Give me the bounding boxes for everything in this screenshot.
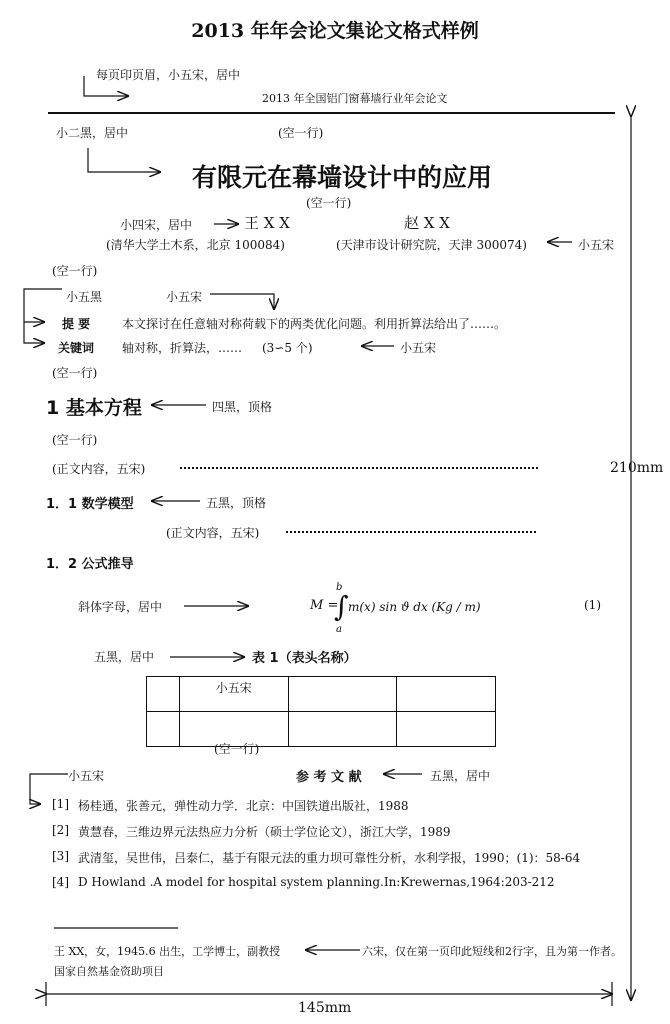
ref-font-note: 小五宋 xyxy=(68,769,105,783)
reference-text: 杨桂通，张善元，弹性动力学．北京：中国铁道出版社，1988 xyxy=(78,799,409,813)
table-title: 表 1（表头名称） xyxy=(252,651,357,666)
sample-table xyxy=(146,676,496,747)
keywords-font-note: 小五宋 xyxy=(400,341,437,355)
page-title: 2013 年年会论文集论文格式样例 xyxy=(191,20,479,42)
keywords-text: 轴对称，折算法，…… xyxy=(122,341,243,355)
ref-title-font-note: 五黑，居中 xyxy=(430,769,491,783)
reference-number: [4] xyxy=(52,875,69,889)
blank-line-note: (空一行) xyxy=(52,433,98,447)
heading-1: 1 基本方程 xyxy=(46,397,142,419)
abstract-label-font-note: 小五黑 xyxy=(66,290,103,304)
blank-line-note: (空一行) xyxy=(52,366,98,380)
references-title: 参 考 文 献 xyxy=(296,770,362,785)
body-dots xyxy=(180,467,538,469)
h1-font-note: 四黑，顶格 xyxy=(212,400,273,414)
author-2: 赵 X X xyxy=(404,214,450,232)
formula-number: (1) xyxy=(584,598,601,612)
table-cell xyxy=(288,677,397,712)
footnote-note: 六宋，仅在第一页印此短线和2行字，且为第一作者。 xyxy=(362,945,622,958)
table-cell xyxy=(397,677,496,712)
title-font-note: 小二黑，居中 xyxy=(56,126,129,140)
blank-line-note: (空一行) xyxy=(214,742,260,756)
body-note: (正文内容，五宋) xyxy=(52,462,146,476)
table-cell xyxy=(288,712,397,747)
blank-line-note: (空一行) xyxy=(52,264,98,278)
heading-2-2: 1．2 公式推导 xyxy=(46,557,134,572)
table-cell: 小五宋 xyxy=(179,677,288,712)
abstract-label: 提 要 xyxy=(62,317,91,331)
paper-title: 有限元在幕墙设计中的应用 xyxy=(192,163,493,192)
affiliation-2: (天津市设计研究院，天津 300074) xyxy=(336,238,527,252)
affiliation-1: (清华大学土木系，北京 100084) xyxy=(106,238,285,252)
body-note: (正文内容，五宋) xyxy=(166,526,260,540)
author-font-note: 小四宋，居中 xyxy=(120,218,193,232)
heading-2-1: 1．1 数学模型 xyxy=(46,497,134,512)
footnote-author: 王 XX，女，1945.6 出生，工学博士，副教授 xyxy=(54,945,281,958)
h2-font-note: 五黑，顶格 xyxy=(206,496,267,510)
affiliation-font-note: 小五宋 xyxy=(578,238,615,252)
abstract-text: 本文探讨在任意轴对称荷载下的两类优化问题。利用折算法给出了……。 xyxy=(122,317,507,331)
keywords-label: 关键词 xyxy=(58,341,95,355)
blank-line-note: (空一行) xyxy=(278,126,324,140)
running-header: 2013 年全国铝门窗幕墙行业年会论文 xyxy=(262,92,448,105)
header-note: 每页印页眉，小五宋，居中 xyxy=(96,68,241,82)
reference-text: 黄慧春，三维边界元法热应力分析（硕士学位论文），浙江大学，1989 xyxy=(78,825,451,839)
reference-number: [2] xyxy=(52,823,69,837)
abstract-text-font-note: 小五宋 xyxy=(166,290,203,304)
integral-sign-icon: ∫ xyxy=(334,590,349,623)
formula-upper-limit: b xyxy=(336,582,343,593)
formula-lhs: M = xyxy=(310,598,339,613)
formula-lower-limit: a xyxy=(336,624,342,635)
author-1: 王 X X xyxy=(244,214,290,232)
table-cell xyxy=(147,677,180,712)
keywords-count: (3∽5 个) xyxy=(262,341,313,355)
reference-text: 武清玺，吴世伟，吕泰仁，基于有限元法的重力坝可靠性分析，水利学报，1990；(1)：58-64 xyxy=(78,851,581,865)
body-dots xyxy=(286,531,536,533)
reference-number: [3] xyxy=(52,849,69,863)
table-cell xyxy=(397,712,496,747)
table-title-font-note: 五黑，居中 xyxy=(94,650,155,664)
height-dimension: 210mm xyxy=(610,460,664,476)
blank-line-note: (空一行) xyxy=(306,196,352,210)
footnote-funding: 国家自然基金资助项目 xyxy=(54,965,164,978)
table-cell xyxy=(147,712,180,747)
formula-integrand: m(x) sin ϑ dx (Kg / m) xyxy=(348,600,481,614)
reference-text: D Howland .A model for hospital system planning.In:Krewernas,1964:203-212 xyxy=(78,875,555,889)
formula-note: 斜体字母，居中 xyxy=(78,600,163,614)
reference-number: [1] xyxy=(52,797,69,811)
width-dimension: 145mm xyxy=(298,1000,352,1016)
